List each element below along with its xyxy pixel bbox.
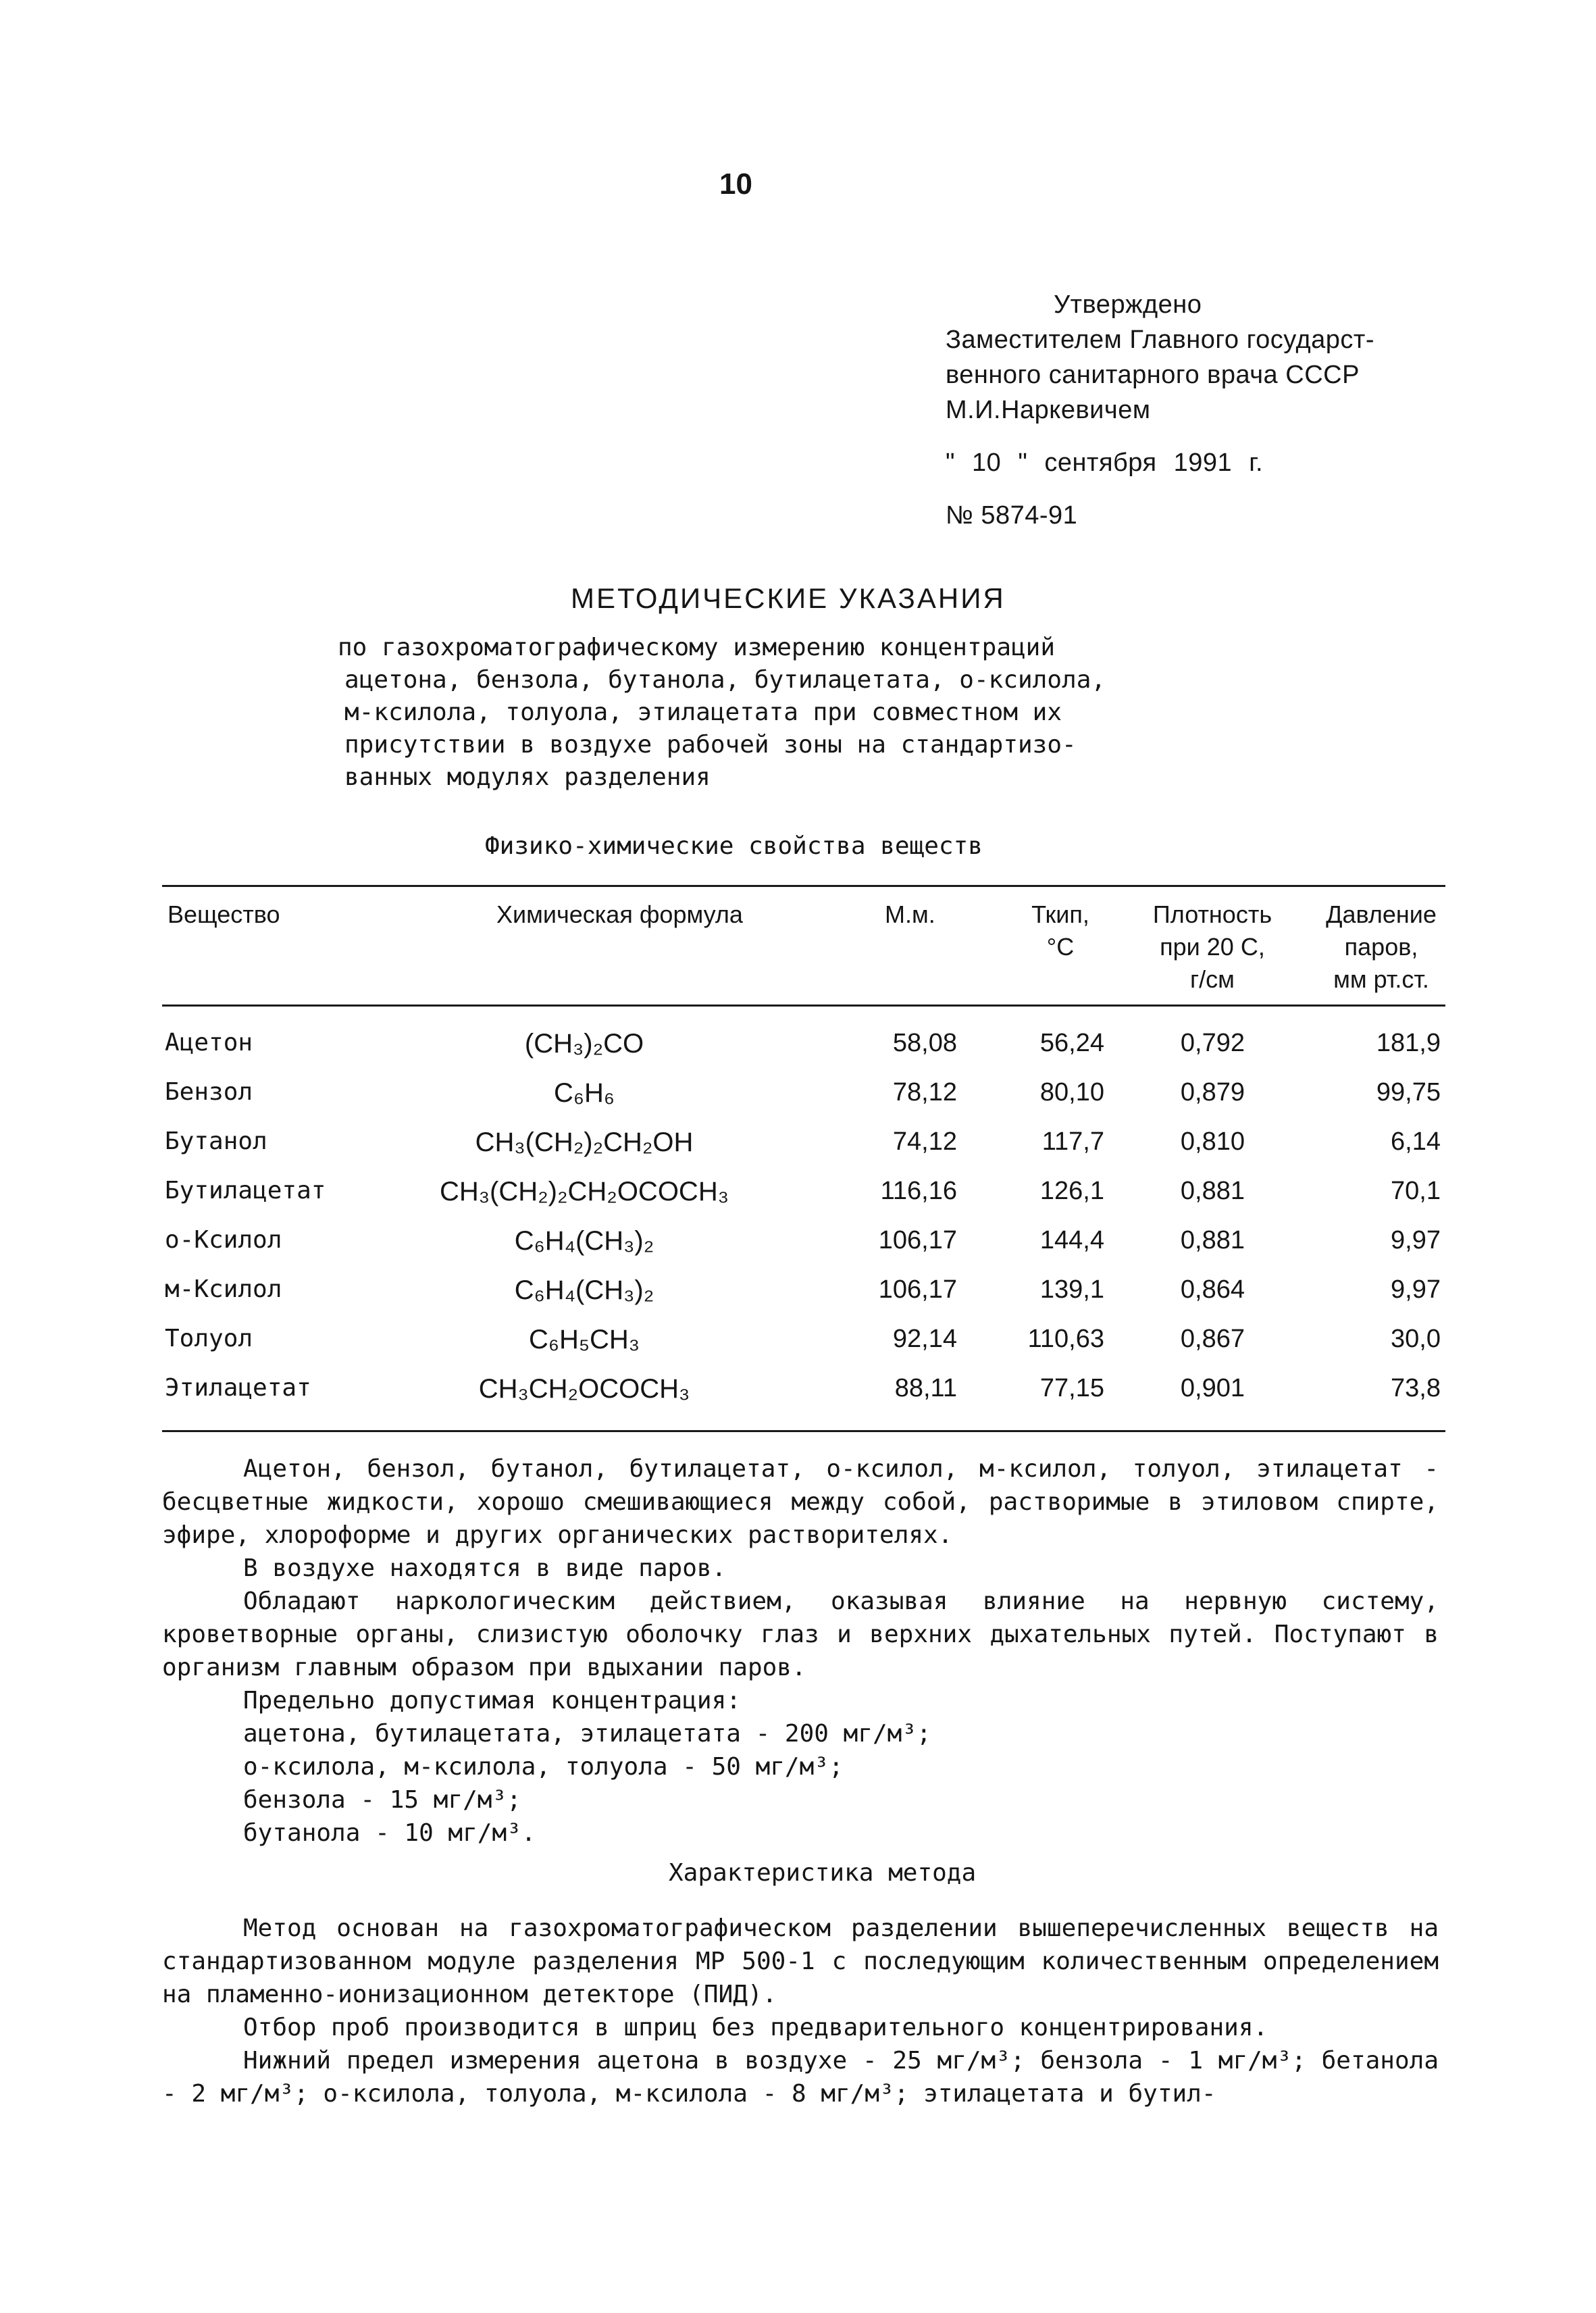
table-top-rule: [162, 885, 1445, 887]
cell-pressure: 73,8: [1391, 1374, 1441, 1402]
cell-density: 0,901: [1180, 1374, 1245, 1402]
header-density: [1135, 898, 1290, 996]
pdk-item: бензола - 15 мг/м³;: [243, 1786, 521, 1814]
table-row: [0, 1127, 1596, 1176]
cell-density: 0,879: [1180, 1078, 1245, 1107]
cell-substance: Бензол: [165, 1078, 253, 1106]
table-row: [0, 1029, 1596, 1077]
subtitle-line: присутствии в воздухе рабочей зоны на стандартизо-: [344, 731, 1077, 759]
cell-pressure: 6,14: [1391, 1127, 1441, 1156]
method-text: [162, 1912, 1439, 2110]
paragraph: Отбор проб производится в шприц без предварительного концентрирования.: [243, 2014, 1268, 2041]
cell-density: 0,881: [1180, 1177, 1245, 1205]
cell-substance: о-Ксилол: [165, 1226, 282, 1254]
cell-substance: Ацетон: [165, 1029, 253, 1057]
cell-mm: 92,14: [892, 1325, 957, 1353]
pdk-item: бутанола - 10 мг/м³.: [243, 1819, 536, 1847]
cell-mm: 88,11: [894, 1374, 957, 1402]
cell-formula: C₆H₆: [553, 1078, 615, 1108]
cell-density: 0,881: [1180, 1226, 1245, 1254]
header-tkip: [1016, 898, 1104, 963]
paragraph: Обладают наркологическим действием, оказывая влияние на нервную систему, кроветворные органы, слизистую оболочку глаз и верхних дыхательных путей. Поступают в организм главным образом при вдыхании паров.: [162, 1587, 1439, 1681]
cell-substance: Бутилацетат: [165, 1177, 326, 1204]
header-pressure-line: паров,: [1344, 933, 1418, 961]
table-bottom-rule: [162, 1430, 1445, 1432]
cell-tkip: 139,1: [1039, 1275, 1104, 1304]
properties-text: [162, 1452, 1439, 1850]
cell-formula: CH₃(CH₂)₂CH₂OCOCH₃: [439, 1177, 729, 1206]
table-header-rule: [162, 1005, 1445, 1007]
header-substance: Вещество: [168, 900, 280, 928]
table-row: [0, 1374, 1596, 1423]
paragraph: В воздухе находятся в виде паров.: [243, 1554, 727, 1582]
header-pressure-line: мм рт.ст.: [1333, 965, 1429, 993]
paragraph: Метод основан на газохроматографическом разделении вышеперечисленных веществ на стандартизованном модуле разделения МР 500-1 с последующим количественным определением на пламенно-ионизационном детекторе (ПИД).: [162, 1914, 1439, 2008]
approval-title: Утверждено: [1054, 290, 1202, 319]
cell-tkip: 126,1: [1039, 1177, 1104, 1205]
approval-line: М.И.Наркевичем: [946, 396, 1151, 424]
cell-density: 0,792: [1180, 1029, 1245, 1057]
cell-formula: C₆H₅CH₃: [528, 1325, 640, 1354]
cell-substance: Толуол: [165, 1325, 253, 1352]
document-title: МЕТОДИЧЕСКИЕ УКАЗАНИЯ: [571, 582, 1006, 614]
cell-formula: (CH₃)₂CO: [524, 1029, 644, 1059]
approval-date: " 10 " сентября 1991 г.: [946, 449, 1263, 477]
subtitle-line: по газохроматографическому измерению концентраций: [338, 634, 1056, 661]
table-caption: Физико-химические свойства веществ: [485, 832, 983, 860]
cell-tkip: 80,10: [1039, 1078, 1104, 1107]
table-row: [0, 1275, 1596, 1324]
table-row: [0, 1177, 1596, 1225]
cell-substance: Бутанол: [165, 1127, 267, 1155]
cell-mm: 58,08: [892, 1029, 957, 1057]
cell-tkip: 56,24: [1039, 1029, 1104, 1057]
cell-pressure: 181,9: [1376, 1029, 1441, 1057]
header-density-line: при 20 С,: [1160, 933, 1265, 961]
cell-formula: C₆H₄(CH₃)₂: [514, 1226, 654, 1256]
cell-mm: 78,12: [892, 1078, 957, 1107]
section-heading: Характеристика метода: [669, 1859, 977, 1887]
approval-block: [946, 287, 1374, 533]
cell-pressure: 9,97: [1391, 1275, 1441, 1304]
header-density-line: Плотность: [1152, 900, 1272, 928]
subtitle-line: м-ксилола, толуола, этилацетата при совместном их: [344, 698, 1062, 726]
header-pressure-line: Давление: [1326, 900, 1437, 928]
cell-pressure: 9,97: [1391, 1226, 1441, 1254]
table-row: [0, 1078, 1596, 1127]
header-mm: М.м.: [885, 900, 935, 928]
cell-density: 0,867: [1180, 1325, 1245, 1353]
cell-pressure: 30,0: [1391, 1325, 1441, 1353]
cell-tkip: 77,15: [1039, 1374, 1104, 1402]
approval-number: № 5874-91: [946, 501, 1078, 530]
table-row: [0, 1226, 1596, 1275]
cell-tkip: 144,4: [1039, 1226, 1104, 1254]
cell-mm: 116,16: [880, 1177, 957, 1205]
approval-line: венного санитарного врача СССР: [946, 361, 1360, 389]
cell-tkip: 117,7: [1041, 1127, 1104, 1156]
header-density-line: г/см: [1190, 965, 1235, 993]
header-tkip-line: Ткип,: [1031, 900, 1089, 928]
cell-pressure: 70,1: [1391, 1177, 1441, 1205]
header-formula: Химическая формула: [496, 900, 743, 928]
pdk-item: о-ксилола, м-ксилола, толуола - 50 мг/м³;: [243, 1753, 844, 1781]
paragraph: Ацетон, бензол, бутанол, бутилацетат, о-ксилол, м-ксилол, толуол, этилацетат - бесцветные жидкости, хорошо смешивающиеся между собой, растворимые в этиловом спирте, эфире, хлороформе и других органических растворителях.: [162, 1455, 1439, 1549]
table-row: [0, 1325, 1596, 1373]
cell-density: 0,864: [1180, 1275, 1245, 1304]
paragraph: Нижний предел измерения ацетона в воздухе - 25 мг/м³; бензола - 1 мг/м³; бетанола - 2 мг/м³; о-ксилола, толуола, м-ксилола - 8 мг/м³; этилацетата и бутил-: [162, 2047, 1439, 2108]
cell-pressure: 99,75: [1376, 1078, 1441, 1107]
subtitle-line: ванных модулях разделения: [344, 763, 711, 791]
cell-mm: 106,17: [878, 1275, 957, 1304]
header-pressure: [1307, 898, 1456, 996]
cell-substance: м-Ксилол: [165, 1275, 282, 1303]
cell-tkip: 110,63: [1027, 1325, 1104, 1353]
pdk-item: ацетона, бутилацетата, этилацетата - 200 мг/м³;: [243, 1720, 931, 1748]
cell-formula: CH₃(CH₂)₂CH₂OH: [475, 1127, 694, 1157]
document-subtitle: [338, 632, 1148, 794]
subtitle-line: ацетона, бензола, бутанола, бутилацетата, о-ксилола,: [344, 666, 1106, 694]
cell-substance: Этилацетат: [165, 1374, 311, 1402]
cell-density: 0,810: [1180, 1127, 1245, 1156]
cell-formula: C₆H₄(CH₃)₂: [514, 1275, 654, 1305]
page-number: 10: [719, 168, 752, 201]
cell-mm: 106,17: [878, 1226, 957, 1254]
cell-formula: CH₃CH₂OCOCH₃: [478, 1374, 690, 1404]
pdk-intro: Предельно допустимая концентрация:: [243, 1687, 741, 1714]
cell-mm: 74,12: [892, 1127, 957, 1156]
header-tkip-line: °С: [1046, 933, 1075, 961]
approval-line: Заместителем Главного государст-: [946, 326, 1374, 354]
